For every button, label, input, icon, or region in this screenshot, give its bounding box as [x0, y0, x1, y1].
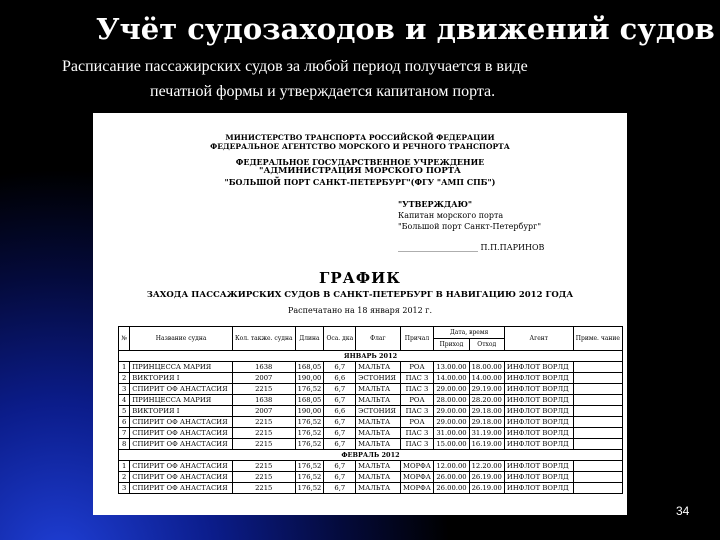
schedule-document: [93, 113, 627, 515]
cell-name: ВИКТОРИЯ I: [130, 406, 233, 417]
cell-arr: 15.00.00: [434, 439, 469, 450]
cell-agent: ИНФЛОТ ВОРЛД: [504, 417, 573, 428]
cell-name: СПИРИТ ОФ АНАСТАСИЯ: [130, 384, 233, 395]
cell-flag: МАЛЬТА: [356, 395, 401, 406]
cell-dlina: 168,05: [295, 362, 324, 373]
cell-agent: ИНФЛОТ ВОРЛД: [504, 439, 573, 450]
cell-os: 6,7: [324, 362, 356, 373]
cell-notes: [573, 417, 622, 428]
subtitle-line-2: печатной формы и утверждается капитаном порта.: [150, 83, 496, 100]
org-line-3: "БОЛЬШОЙ ПОРТ САНКТ-ПЕТЕРБУРГ"(ФГУ "АМП СПБ"): [224, 177, 496, 187]
cell-os: 6,6: [324, 373, 356, 384]
table-row: [119, 483, 623, 494]
cell-flag: МАЛЬТА: [356, 439, 401, 450]
cell-n: 3: [119, 384, 130, 395]
cell-notes: [573, 384, 622, 395]
slide-subtitle: [62, 54, 702, 104]
header-dlina: Длина: [295, 327, 324, 351]
cell-len: 2215: [232, 472, 295, 483]
cell-notes: [573, 395, 622, 406]
table-row: [119, 395, 623, 406]
cell-os: 6,7: [324, 439, 356, 450]
cell-flag: ЭСТОНИЯ: [356, 406, 401, 417]
cell-name: СПИРИТ ОФ АНАСТАСИЯ: [130, 428, 233, 439]
cell-dep: 16.19.00: [469, 439, 504, 450]
header-name: Название судна: [130, 327, 233, 351]
cell-n: 6: [119, 417, 130, 428]
cell-n: 8: [119, 439, 130, 450]
table-row: [119, 461, 623, 472]
cell-berth: МОРФА: [400, 472, 434, 483]
cell-berth: ПАС 3: [400, 439, 434, 450]
cell-n: 4: [119, 395, 130, 406]
cell-dep: 29.19.00: [469, 384, 504, 395]
table-row: [119, 439, 623, 450]
cell-berth: РОА: [400, 395, 434, 406]
cell-os: 6,7: [324, 428, 356, 439]
month-label: ФЕВРАЛЬ 2012: [119, 450, 623, 461]
approval-title: "УТВЕРЖДАЮ": [398, 199, 473, 209]
table-row: [119, 373, 623, 384]
cell-dlina: 176,52: [295, 483, 324, 494]
header-flag: Флаг: [356, 327, 401, 351]
cell-berth: ПАС 3: [400, 406, 434, 417]
ministry-line-2: ФЕДЕРАЛЬНОЕ АГЕНТСТВО МОРСКОГО И РЕЧНОГО ТРАНСПОРТА: [210, 142, 510, 151]
header-notes: Приме. чание: [573, 327, 622, 351]
cell-name: СПИРИТ ОФ АНАСТАСИЯ: [130, 483, 233, 494]
cell-flag: МАЛЬТА: [356, 417, 401, 428]
cell-os: 6,7: [324, 417, 356, 428]
header-num: №: [119, 327, 130, 351]
cell-n: 3: [119, 483, 130, 494]
cell-berth: ПАС 3: [400, 428, 434, 439]
header-date-group: Дата, время: [434, 327, 505, 339]
table-row: [119, 406, 623, 417]
month-row: [119, 351, 623, 362]
table-row: [119, 472, 623, 483]
cell-agent: ИНФЛОТ ВОРЛД: [504, 483, 573, 494]
cell-arr: 31.00.00: [434, 428, 469, 439]
cell-n: 1: [119, 362, 130, 373]
cell-len: 2007: [232, 406, 295, 417]
cell-agent: ИНФЛОТ ВОРЛД: [504, 428, 573, 439]
cell-arr: 29.00.00: [434, 417, 469, 428]
cell-name: ПРИНЦЕССА МАРИЯ: [130, 395, 233, 406]
cell-n: 5: [119, 406, 130, 417]
header-agent: Агент: [504, 327, 573, 351]
approval-line-2: "Большой порт Санкт-Петербург": [398, 222, 542, 231]
cell-len: 2215: [232, 417, 295, 428]
cell-arr: 13.00.00: [434, 362, 469, 373]
slide-title: Учёт судозаходов и движений судов: [96, 12, 715, 46]
cell-os: 6,6: [324, 406, 356, 417]
cell-dep: 29.18.00: [469, 406, 504, 417]
cell-dlina: 176,52: [295, 428, 324, 439]
header-arrival: Приход: [434, 339, 469, 351]
cell-agent: ИНФЛОТ ВОРЛД: [504, 406, 573, 417]
cell-agent: ИНФЛОТ ВОРЛД: [504, 373, 573, 384]
cell-arr: 14.00.00: [434, 373, 469, 384]
cell-dep: 26.19.00: [469, 472, 504, 483]
cell-os: 6,7: [324, 461, 356, 472]
cell-name: СПИРИТ ОФ АНАСТАСИЯ: [130, 439, 233, 450]
cell-dep: 18.00.00: [469, 362, 504, 373]
cell-name: ПРИНЦЕССА МАРИЯ: [130, 362, 233, 373]
cell-notes: [573, 472, 622, 483]
approval-line-1: Капитан морского порта: [398, 211, 504, 220]
page-number: 34: [676, 504, 690, 518]
cell-agent: ИНФЛОТ ВОРЛД: [504, 362, 573, 373]
table-header-row: [119, 327, 623, 339]
table-body: [119, 351, 623, 494]
cell-agent: ИНФЛОТ ВОРЛД: [504, 461, 573, 472]
cell-berth: МОРФА: [400, 461, 434, 472]
schedule-subtitle: ЗАХОДА ПАССАЖИРСКИХ СУДОВ В САНКТ-ПЕТЕРБУРГ В НАВИГАЦИЮ 2012 ГОДА: [146, 290, 574, 300]
cell-flag: МАЛЬТА: [356, 362, 401, 373]
cell-os: 6,7: [324, 384, 356, 395]
cell-flag: ЭСТОНИЯ: [356, 373, 401, 384]
signature-line: ____________________: [398, 243, 478, 252]
cell-dep: 26.19.00: [469, 483, 504, 494]
cell-len: 2215: [232, 483, 295, 494]
subtitle-line-1: Расписание пассажирских судов за любой период получается в виде: [62, 58, 528, 75]
cell-name: СПИРИТ ОФ АНАСТАСИЯ: [130, 461, 233, 472]
signature-name: П.П.ПАРИНОВ: [480, 243, 545, 252]
cell-os: 6,7: [324, 472, 356, 483]
cell-arr: 28.00.00: [434, 395, 469, 406]
cell-berth: ПАС 3: [400, 373, 434, 384]
header-osadka: Оса. дка: [324, 327, 356, 351]
org-line-1: ФЕДЕРАЛЬНОЕ ГОСУДАРСТВЕННОЕ УЧРЕЖДЕНИЕ: [235, 157, 485, 167]
cell-len: 2007: [232, 373, 295, 384]
cell-dlina: 190,00: [295, 406, 324, 417]
table-row: [119, 428, 623, 439]
signature-row: [398, 242, 544, 253]
header-departure: Отход: [469, 339, 504, 351]
cell-dlina: 176,52: [295, 439, 324, 450]
cell-dlina: 176,52: [295, 472, 324, 483]
cell-flag: МАЛЬТА: [356, 384, 401, 395]
month-row: [119, 450, 623, 461]
cell-len: 1638: [232, 395, 295, 406]
approval-block: [398, 199, 544, 253]
cell-berth: МОРФА: [400, 483, 434, 494]
cell-os: 6,7: [324, 483, 356, 494]
table-row: [119, 384, 623, 395]
cell-n: 2: [119, 373, 130, 384]
cell-dlina: 190,00: [295, 373, 324, 384]
cell-os: 6,7: [324, 395, 356, 406]
cell-notes: [573, 439, 622, 450]
table-row: [119, 362, 623, 373]
cell-dep: 12.20.00: [469, 461, 504, 472]
cell-agent: ИНФЛОТ ВОРЛД: [504, 384, 573, 395]
cell-len: 2215: [232, 461, 295, 472]
cell-name: СПИРИТ ОФ АНАСТАСИЯ: [130, 472, 233, 483]
cell-n: 1: [119, 461, 130, 472]
schedule-title: ГРАФИК: [319, 269, 401, 287]
cell-notes: [573, 428, 622, 439]
cell-berth: РОА: [400, 362, 434, 373]
cell-arr: 26.00.00: [434, 472, 469, 483]
cell-name: ВИКТОРИЯ I: [130, 373, 233, 384]
header-length: Кол. также. судна: [232, 327, 295, 351]
cell-len: 2215: [232, 384, 295, 395]
cell-agent: ИНФЛОТ ВОРЛД: [504, 472, 573, 483]
cell-flag: МАЛЬТА: [356, 461, 401, 472]
ministry-line-1: МИНИСТЕРСТВО ТРАНСПОРТА РОССИЙСКОЙ ФЕДЕРАЦИИ: [225, 133, 495, 142]
cell-n: 7: [119, 428, 130, 439]
month-label: ЯНВАРЬ 2012: [119, 351, 623, 362]
cell-notes: [573, 373, 622, 384]
cell-dep: 29.18.00: [469, 417, 504, 428]
cell-dlina: 176,52: [295, 417, 324, 428]
cell-len: 1638: [232, 362, 295, 373]
cell-flag: МАЛЬТА: [356, 483, 401, 494]
cell-len: 2215: [232, 439, 295, 450]
cell-arr: 29.00.00: [434, 406, 469, 417]
cell-len: 2215: [232, 428, 295, 439]
schedule-date: Распечатано на 18 января 2012 г.: [287, 306, 432, 315]
cell-dep: 31.19.00: [469, 428, 504, 439]
cell-berth: РОА: [400, 417, 434, 428]
cell-notes: [573, 483, 622, 494]
cell-name: СПИРИТ ОФ АНАСТАСИЯ: [130, 417, 233, 428]
org-line-2: "АДМИНИСТРАЦИЯ МОРСКОГО ПОРТА: [259, 166, 461, 176]
cell-notes: [573, 461, 622, 472]
schedule-table: [118, 326, 623, 494]
cell-agent: ИНФЛОТ ВОРЛД: [504, 395, 573, 406]
cell-n: 2: [119, 472, 130, 483]
cell-dlina: 176,52: [295, 461, 324, 472]
cell-dep: 14.00.00: [469, 373, 504, 384]
cell-berth: ПАС 3: [400, 384, 434, 395]
cell-arr: 26.00.00: [434, 483, 469, 494]
cell-arr: 12.00.00: [434, 461, 469, 472]
table-row: [119, 417, 623, 428]
cell-dep: 28.20.00: [469, 395, 504, 406]
cell-dlina: 168,05: [295, 395, 324, 406]
cell-notes: [573, 406, 622, 417]
cell-flag: МАЛЬТА: [356, 428, 401, 439]
header-berth: Причал: [400, 327, 434, 351]
cell-notes: [573, 362, 622, 373]
cell-dlina: 176,52: [295, 384, 324, 395]
cell-arr: 29.00.00: [434, 384, 469, 395]
cell-flag: МАЛЬТА: [356, 472, 401, 483]
